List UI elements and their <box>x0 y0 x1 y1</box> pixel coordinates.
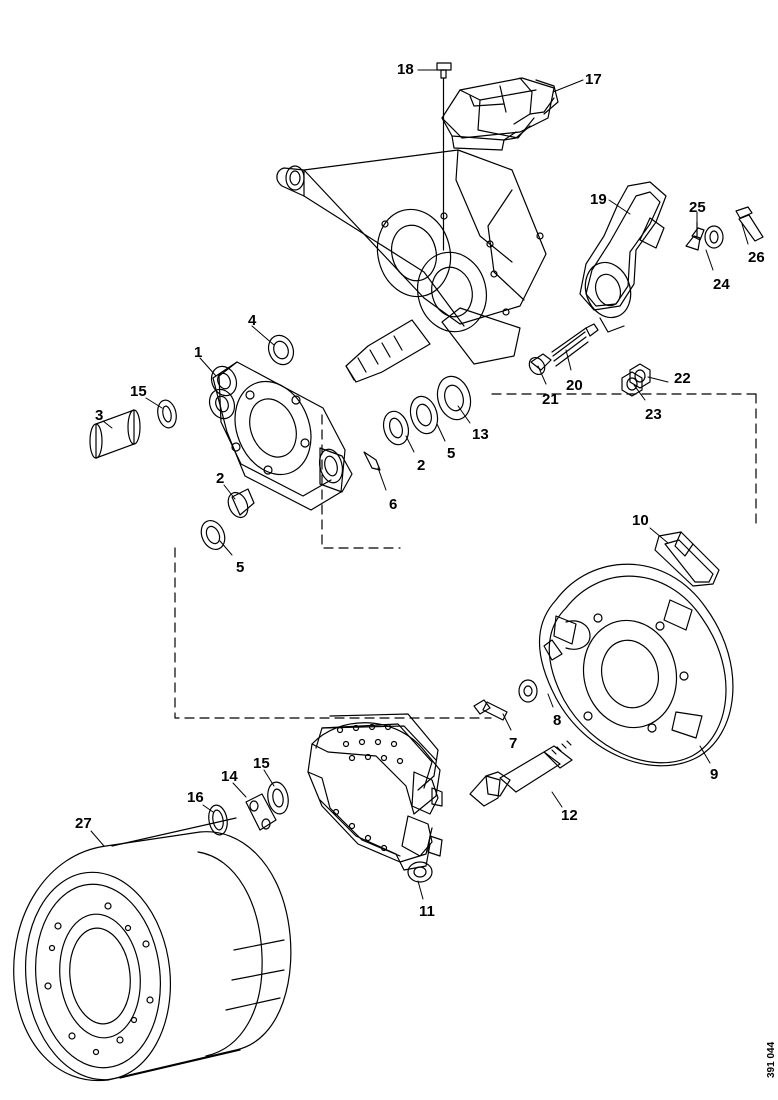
callout-27: 27 <box>75 815 92 832</box>
part-11-brake-shoes <box>308 714 442 882</box>
callout-16: 16 <box>187 789 204 806</box>
callout-13: 13 <box>472 426 489 443</box>
part-18-bolt <box>437 63 451 250</box>
part-2-bearing-right <box>380 408 412 447</box>
part-22-nut <box>630 364 650 388</box>
callout-26: 26 <box>748 249 765 266</box>
callout-1: 1 <box>194 344 203 361</box>
callout-24: 24 <box>713 276 730 293</box>
part-6-pin <box>364 452 380 470</box>
callout-15: 15 <box>130 383 147 400</box>
callout-10: 10 <box>632 512 649 529</box>
part-2-bearing-left <box>224 489 254 521</box>
callout-5: 5 <box>447 445 456 462</box>
part-15-washer <box>155 398 178 429</box>
part-25-pin <box>686 222 704 250</box>
part-4-seal <box>264 332 297 369</box>
part-5-bearing-right <box>406 393 441 437</box>
callout-3: 3 <box>95 407 104 424</box>
part-9-backing-plate <box>540 564 733 766</box>
part-21-cap <box>526 354 551 377</box>
part-27-brake-drum <box>14 815 291 1087</box>
callout-22: 22 <box>674 370 691 387</box>
callout-5b: 5 <box>236 559 245 576</box>
part-13-bearing <box>433 372 476 423</box>
callout-9: 9 <box>710 766 719 783</box>
part-24-washer <box>705 226 723 248</box>
part-14-plate <box>246 794 276 830</box>
callout-12: 12 <box>561 807 578 824</box>
part-17-bracket <box>442 78 558 150</box>
callout-21: 21 <box>542 391 559 408</box>
callout-15b: 15 <box>253 755 270 772</box>
part-1-knuckle <box>205 362 352 510</box>
part-12-camshaft <box>470 741 572 806</box>
callout-11: 11 <box>419 903 435 920</box>
callout-17: 17 <box>585 71 602 88</box>
callout-19: 19 <box>590 191 607 208</box>
part-20-spring <box>552 324 598 366</box>
part-26-bolt <box>736 207 763 241</box>
part-7-bolt <box>474 700 507 720</box>
callout-23: 23 <box>645 406 662 423</box>
callout-2b: 2 <box>216 470 225 487</box>
axle-beam <box>277 150 546 382</box>
callout-8: 8 <box>553 712 562 729</box>
callout-4: 4 <box>248 312 257 329</box>
part-8-washer <box>519 680 537 702</box>
dashed-group-boxes <box>175 391 756 718</box>
figure-code: 391 044 <box>766 1041 777 1078</box>
callout-20: 20 <box>566 377 583 394</box>
callout-14: 14 <box>221 768 238 785</box>
callout-18: 18 <box>397 61 414 78</box>
part-5-bearing-left <box>197 517 229 553</box>
callout-6: 6 <box>389 496 398 513</box>
callout-2: 2 <box>417 457 426 474</box>
callout-25: 25 <box>689 199 706 216</box>
part-15-washer-lower <box>265 781 290 816</box>
callout-7: 7 <box>509 735 518 752</box>
